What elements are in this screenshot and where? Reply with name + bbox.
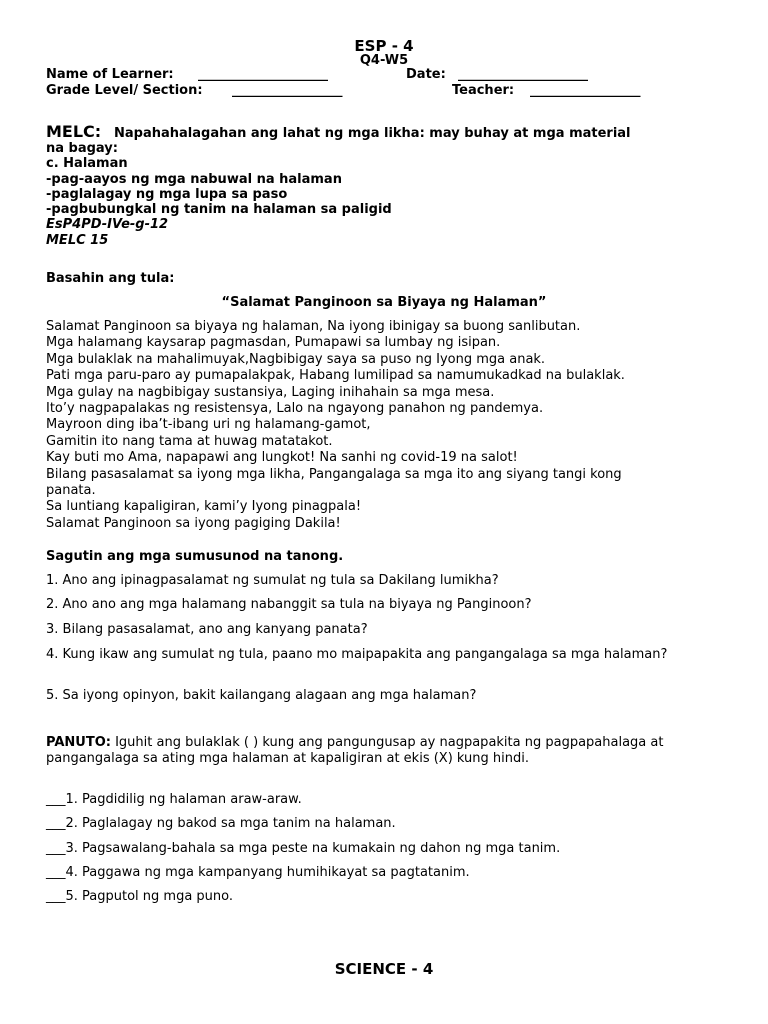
panuto-item: ___4. Paggawa ng mga kampanyang humihikayat sa pagtatanim.	[46, 865, 470, 880]
question-item: 5. Sa iyong opinyon, bakit kailangang alagaan ang mga halaman?	[46, 688, 477, 703]
name-of-learner-label: Name of Learner:	[46, 67, 174, 82]
melc-item: c. Halaman	[46, 156, 128, 171]
melc-text-line-1: Napahahalagahan ang lahat ng mga likha: may buhay at mga material	[114, 126, 631, 141]
name-of-learner-blank[interactable]: ____________________	[198, 67, 328, 82]
poem-line: Kay buti mo Ama, napapawi ang lungkot! Na sanhi ng covid-19 na salot!	[46, 450, 518, 466]
question-item: 4. Kung ikaw ang sumulat ng tula, paano mo maipapakita ang pangangalaga sa mga halaman?	[46, 647, 668, 662]
poem-line: Pati mga paru-paro ay pumapalakpak, Habang lumilipad sa namumukadkad na bulaklak.	[46, 368, 625, 384]
poem-line: Gamitin ito nang tama at huwag matatakot.	[46, 433, 333, 449]
poem-body	[46, 319, 722, 532]
poem-line: panata.	[46, 483, 96, 499]
melc-code: EsP4PD-IVe-g-12	[46, 217, 169, 232]
melc-item: -pagbubungkal ng tanim na halaman sa paligid	[46, 202, 392, 217]
poem-line: Mga halamang kaysarap pagmasdan, Pumapawi sa lumbay ng isipan.	[46, 335, 501, 351]
teacher-blank[interactable]: _________________	[530, 83, 641, 98]
melc-item: -paglalagay ng mga lupa sa paso	[46, 187, 288, 202]
date-label: Date:	[406, 67, 446, 82]
melc-label: MELC:	[46, 122, 102, 141]
worksheet-title: ESP - 4	[354, 37, 414, 55]
question-item: 3. Bilang pasasalamat, ano ang kanyang panata?	[46, 622, 368, 637]
melc-number: MELC 15	[46, 233, 109, 248]
panuto-item: ___3. Pagsawalang-bahala sa mga peste na kumakain ng dahon ng mga tanim.	[46, 841, 561, 856]
questions-heading: Sagutin ang mga sumusunod na tanong.	[46, 549, 344, 564]
panuto-item: ___5. Pagputol ng mga puno.	[46, 889, 234, 904]
grade-section-blank[interactable]: _________________	[232, 83, 343, 98]
melc-text-line-2: na bagay:	[46, 141, 118, 156]
next-section-title: SCIENCE - 4	[334, 960, 434, 978]
teacher-label: Teacher:	[452, 83, 515, 98]
melc-item: -pag-aayos ng mga nabuwal na halaman	[46, 172, 342, 187]
panuto-paragraph	[46, 735, 722, 767]
poem-line: Mga gulay na nagbibigay sustansiya, Laging inihahain sa mga mesa.	[46, 384, 495, 400]
panuto-text: Iguhit ang bulaklak ( ) kung ang pangungusap ay nagpapakita ng pagpapahalaga at pangangalaga sa ating mga halaman at kapaligiran at ekis (X) kung hindi.	[46, 735, 664, 766]
panuto-item: ___1. Pagdidilig ng halaman araw-araw.	[46, 792, 302, 807]
poem-line: Mga bulaklak na mahalimuyak,Nagbibigay saya sa puso ng Iyong mga anak.	[46, 351, 546, 367]
poem-title: “Salamat Panginoon sa Biyaya ng Halaman”	[221, 295, 547, 310]
poem-instruction: Basahin ang tula:	[46, 271, 175, 286]
question-item: 1. Ano ang ipinagpasalamat ng sumulat ng tula sa Dakilang lumikha?	[46, 573, 499, 588]
poem-line: Salamat Panginoon sa biyaya ng halaman, Na iyong ibinigay sa buong sanlibutan.	[46, 319, 581, 334]
question-item: 2. Ano ano ang mga halamang nabanggit sa tula na biyaya ng Panginoon?	[46, 597, 532, 612]
poem-line: Ito’y nagpapalakas ng resistensya, Lalo na ngayong panahon ng pandemya.	[46, 401, 544, 417]
poem-line: Salamat Panginoon sa iyong pagiging Dakila!	[46, 515, 341, 531]
panuto-label: PANUTO:	[46, 735, 111, 750]
poem-line: Sa luntiang kapaligiran, kami’y Iyong pinagpala!	[46, 499, 362, 515]
panuto-item: ___2. Paglalagay ng bakod sa mga tanim na halaman.	[46, 816, 396, 831]
grade-section-label: Grade Level/ Section:	[46, 83, 203, 98]
poem-line: Mayroon ding iba’t-ibang uri ng halamang-gamot,	[46, 417, 371, 433]
date-blank[interactable]: ____________________	[458, 67, 588, 82]
quarter-week-label: Q4-W5	[359, 53, 409, 68]
poem-line: Bilang pasasalamat sa iyong mga likha, Pangangalaga sa mga ito ang siyang tangi kong	[46, 466, 622, 482]
